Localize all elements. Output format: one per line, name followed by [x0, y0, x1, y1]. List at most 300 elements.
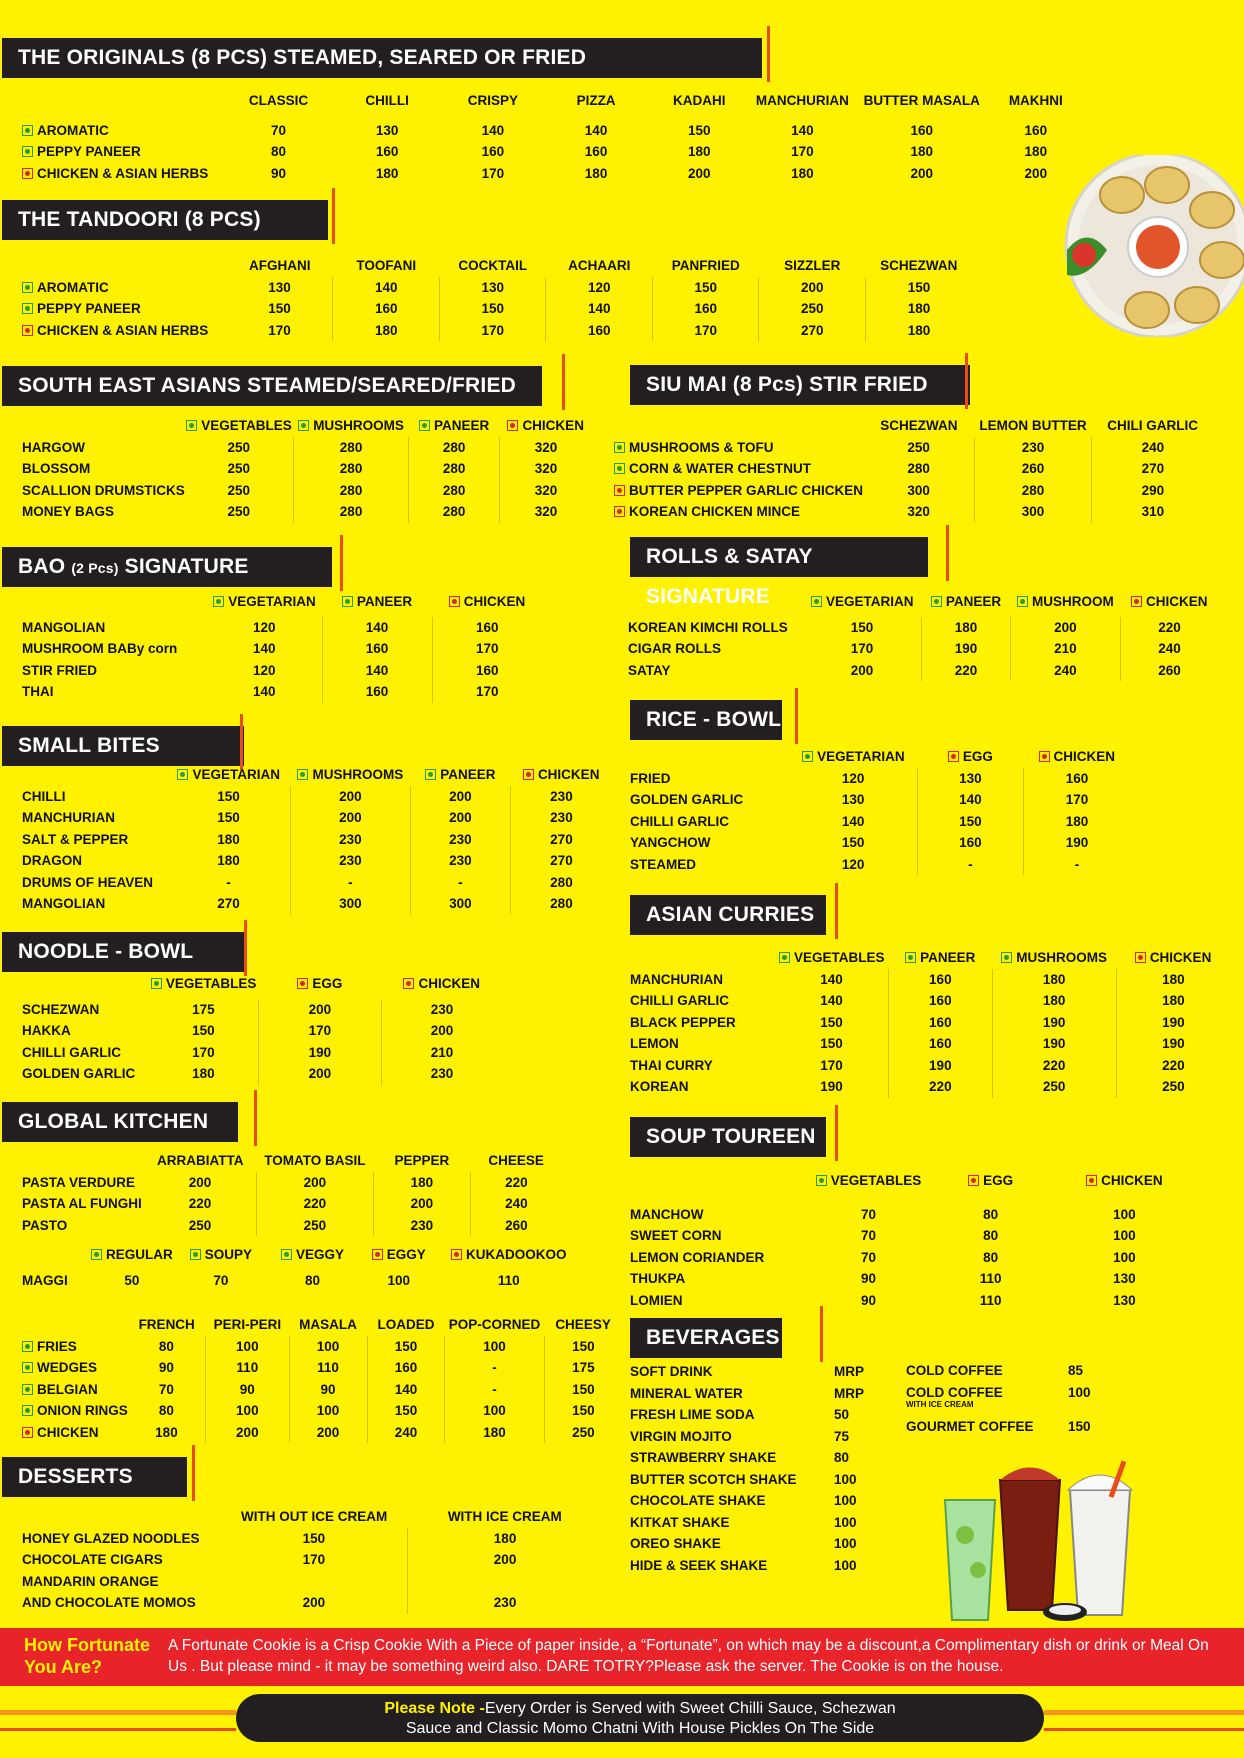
item-price: 160 — [322, 638, 432, 660]
item-price: 230 — [975, 437, 1091, 459]
item-name — [630, 1076, 775, 1098]
item-name — [628, 617, 803, 639]
non-veg-icon — [507, 420, 518, 431]
column-header — [917, 746, 1023, 768]
item-name-label: BELGIAN — [37, 1381, 98, 1397]
item-name-label: DRUMS OF HEAVEN — [22, 874, 154, 890]
veg-icon — [614, 463, 625, 474]
header-spacer — [22, 1244, 85, 1266]
column-header-label: PEPPER — [394, 1153, 450, 1169]
column-header — [441, 90, 544, 112]
item-name — [22, 320, 226, 342]
item-price: 160 — [546, 320, 653, 342]
section-header-south-east — [2, 366, 542, 406]
item-name — [22, 1042, 149, 1064]
column-header-label: KUKADOOKOO — [465, 1247, 567, 1263]
item-price: 220 — [1120, 617, 1218, 639]
item-price: 70 — [860, 1206, 876, 1222]
siu-mai-table — [614, 415, 1214, 523]
section-header-rice-bowl — [630, 700, 782, 740]
item-price: 150 — [544, 1379, 622, 1401]
column-header-label: LOADED — [377, 1317, 435, 1333]
beverage-note: WITH ICE CREAM — [906, 1400, 974, 1409]
item-price: 90 — [271, 165, 287, 181]
item-price: 280 — [293, 437, 408, 459]
item-price: 190 — [258, 1042, 381, 1064]
item-price: 100 — [387, 1272, 411, 1288]
item-price: 130 — [439, 277, 546, 299]
non-veg-icon — [614, 506, 625, 517]
menu-row — [628, 617, 1218, 639]
item-name-label: GOLDEN GARLIC — [630, 792, 744, 808]
item-price: 175 — [192, 1001, 215, 1017]
menu-row — [22, 501, 592, 523]
item-name — [22, 163, 224, 185]
item-price: 190 — [889, 1055, 992, 1077]
item-name — [22, 1528, 221, 1550]
column-header — [990, 90, 1082, 112]
item-price: 170 — [192, 1044, 215, 1060]
item-price: 260 — [1120, 660, 1218, 682]
header-spacer — [630, 1170, 804, 1192]
chopstick-decor — [820, 1306, 823, 1362]
section-title: THE TANDOORI (8 PCS) — [18, 208, 261, 231]
item-name — [22, 1400, 128, 1422]
item-name — [22, 660, 207, 682]
section-header-originals — [2, 38, 762, 78]
bao-table — [22, 591, 542, 703]
item-price: 130 — [268, 279, 291, 295]
item-name-label: MANCHURIAN — [22, 810, 115, 826]
item-price: 160 — [889, 1012, 992, 1034]
section-header-bao — [2, 547, 332, 587]
column-header-label: CHICKEN — [522, 418, 584, 434]
column-header — [790, 746, 918, 768]
item-price: 140 — [820, 971, 843, 987]
non-veg-icon — [403, 978, 414, 989]
table-header-row — [22, 764, 612, 786]
item-price: 150 — [820, 1036, 843, 1052]
item-price: 180 — [584, 165, 608, 181]
column-header — [224, 90, 333, 112]
item-price: 200 — [910, 165, 934, 181]
item-price: 160 — [375, 144, 399, 160]
menu-row — [22, 437, 592, 459]
column-header — [408, 1506, 602, 1528]
item-name — [630, 1012, 775, 1034]
item-name — [22, 1571, 221, 1593]
column-header-label: LEMON BUTTER — [979, 418, 1087, 434]
item-name — [22, 437, 185, 459]
item-price: 150 — [439, 298, 546, 320]
item-name-label: PASTO — [22, 1217, 68, 1233]
non-veg-icon — [22, 168, 33, 179]
column-header-label: AFGHANI — [248, 258, 311, 274]
item-price: 150 — [544, 1400, 622, 1422]
menu-row — [22, 163, 1082, 185]
item-name-label: KOREAN CHICKEN MINCE — [629, 504, 801, 520]
table-header-row — [22, 973, 502, 995]
menu-row — [22, 298, 972, 320]
column-header — [975, 415, 1091, 437]
beverage-item — [630, 1407, 870, 1429]
item-name — [22, 999, 149, 1021]
column-header-label: MAKHNI — [1008, 93, 1063, 109]
item-name-label: LEMON CORIANDER — [630, 1249, 765, 1265]
column-header-label: WITH ICE CREAM — [447, 1509, 562, 1525]
item-name — [630, 1225, 804, 1247]
section-title: SOUTH EAST ASIANS STEAMED/SEARED/FRIED — [18, 374, 517, 397]
column-header — [381, 973, 502, 995]
item-price: 170 — [791, 144, 814, 160]
item-name-label: LEMON — [630, 1036, 679, 1052]
item-price: 280 — [293, 458, 408, 480]
menu-row — [614, 480, 1214, 502]
item-price: 140 — [322, 660, 432, 682]
non-veg-icon — [297, 978, 308, 989]
item-name-label: BUTTER PEPPER GARLIC CHICKEN — [629, 482, 864, 498]
item-price: 260 — [975, 458, 1091, 480]
item-price: 260 — [470, 1215, 562, 1237]
menu-row — [22, 1336, 622, 1358]
non-veg-icon — [1135, 952, 1146, 963]
item-price: 170 — [850, 641, 874, 657]
item-price: 300 — [290, 893, 410, 915]
item-price: 200 — [687, 165, 711, 181]
veg-icon — [1017, 596, 1028, 607]
item-price: - — [917, 854, 1023, 876]
momo-plate-image — [1062, 155, 1244, 337]
non-veg-icon — [22, 325, 33, 336]
veg-icon — [22, 146, 33, 157]
table-header-row — [630, 1170, 1200, 1192]
item-price: 170 — [481, 165, 505, 181]
item-name-label: CHOCOLATE CIGARS — [22, 1552, 163, 1568]
item-price: 140 — [584, 122, 608, 138]
item-name-label: MONEY BAGS — [22, 504, 115, 520]
item-price: 140 — [791, 122, 814, 138]
item-price: 270 — [510, 829, 612, 851]
item-price — [408, 1571, 602, 1593]
column-header-label: ARRABIATTA — [157, 1153, 244, 1169]
beverage-price: MRP — [834, 1385, 864, 1401]
item-price: 250 — [227, 504, 251, 520]
menu-row — [22, 1172, 562, 1194]
non-veg-icon — [614, 485, 625, 496]
column-header-label: CHICKEN — [1145, 594, 1208, 610]
veg-icon — [281, 1249, 292, 1260]
item-name-label: ONION RINGS — [37, 1403, 128, 1419]
column-header-label: MUSHROOM — [1031, 594, 1114, 610]
veg-icon — [22, 303, 33, 314]
item-price: 120 — [252, 619, 276, 635]
item-price: - — [1024, 854, 1130, 876]
column-header — [652, 255, 759, 277]
beverage-name: SOFT DRINK — [630, 1364, 713, 1379]
item-name-label: LOMIEN — [630, 1292, 683, 1308]
item-price: 160 — [889, 969, 992, 991]
column-header-label: VEGETABLES — [201, 418, 292, 434]
beverage-item — [630, 1558, 870, 1580]
item-price: 310 — [1091, 501, 1214, 523]
item-name-label: MANDARIN ORANGE — [22, 1573, 159, 1589]
item-price: 170 — [1024, 789, 1130, 811]
item-name — [22, 872, 167, 894]
item-price: 200 — [258, 1063, 381, 1085]
item-price: 250 — [188, 1217, 212, 1233]
column-header — [367, 1314, 445, 1336]
noodle-bowl-table — [22, 973, 502, 1085]
item-name — [630, 1055, 775, 1077]
item-price: 320 — [499, 480, 592, 502]
section-header-beverages — [630, 1318, 782, 1358]
item-name — [22, 1193, 144, 1215]
menu-row — [614, 437, 1214, 459]
item-price: 270 — [510, 850, 612, 872]
item-price: 220 — [922, 660, 1011, 682]
item-price: 180 — [192, 1066, 215, 1082]
column-header-label: MUSHROOMS — [312, 767, 404, 783]
non-veg-icon — [451, 1249, 462, 1260]
item-price: 320 — [499, 501, 592, 523]
non-veg-icon — [948, 751, 959, 762]
item-price: 190 — [820, 1079, 843, 1095]
column-header — [854, 90, 990, 112]
item-name — [22, 1172, 144, 1194]
veg-icon — [1001, 952, 1012, 963]
item-price: 200 — [302, 1595, 326, 1611]
veg-icon — [22, 125, 33, 136]
item-price: 140 — [252, 641, 276, 657]
item-name-label: HARGOW — [22, 439, 85, 455]
item-price: 180 — [687, 144, 711, 160]
item-name-label: SCHEZWAN — [22, 1001, 100, 1017]
non-veg-icon — [22, 1427, 33, 1438]
item-name — [22, 638, 207, 660]
item-price: 100 — [289, 1336, 367, 1358]
item-name-label: MUSHROOMS & TOFU — [629, 439, 774, 455]
item-name — [22, 807, 167, 829]
item-price: 300 — [975, 501, 1091, 523]
item-price: 80 — [271, 144, 287, 160]
menu-row — [22, 1592, 602, 1614]
menu-row — [630, 1055, 1230, 1077]
veg-icon — [22, 1384, 33, 1395]
decor-stripe — [0, 1728, 236, 1731]
item-price: 180 — [865, 298, 972, 320]
item-price: 200 — [410, 807, 510, 829]
chopstick-decor — [965, 353, 968, 409]
drinks-image — [940, 1460, 1145, 1625]
item-price: 200 — [188, 1174, 212, 1190]
item-price: 160 — [1024, 768, 1130, 790]
item-price: 130 — [841, 792, 865, 808]
item-price: 170 — [820, 1057, 843, 1073]
item-price: 90 — [860, 1292, 876, 1308]
menu-row — [22, 617, 542, 639]
table-header-row — [22, 1314, 622, 1336]
table-header-row — [22, 1506, 602, 1528]
item-price: 100 — [1113, 1228, 1136, 1244]
column-header — [751, 90, 854, 112]
item-price: 120 — [841, 770, 865, 786]
menu-row — [22, 1528, 602, 1550]
south-east-table — [22, 415, 592, 523]
item-price: 150 — [820, 1014, 843, 1030]
column-header-label: MASALA — [299, 1317, 357, 1333]
menu-row — [22, 1549, 602, 1571]
non-veg-icon — [523, 769, 534, 780]
veg-icon — [905, 952, 916, 963]
item-price: 160 — [432, 617, 542, 639]
item-name — [628, 660, 803, 682]
menu-row — [22, 277, 972, 299]
menu-row — [22, 1063, 502, 1085]
item-price: 230 — [290, 829, 410, 851]
item-price: 150 — [217, 788, 240, 804]
column-header — [1010, 591, 1120, 613]
column-header — [445, 1314, 544, 1336]
column-header — [932, 1170, 1048, 1192]
item-price: 140 — [841, 813, 865, 829]
veg-icon — [297, 769, 308, 780]
item-name — [22, 1422, 128, 1444]
section-title: ASIAN CURRIES — [646, 903, 815, 926]
item-name — [22, 1592, 221, 1614]
item-name — [22, 1063, 149, 1085]
item-name — [630, 1247, 804, 1269]
menu-row — [22, 1422, 622, 1444]
veg-icon — [91, 1249, 102, 1260]
item-name — [22, 1215, 144, 1237]
item-price: 300 — [410, 893, 510, 915]
item-name — [630, 1204, 804, 1226]
item-price: 80 — [158, 1403, 174, 1419]
column-header — [863, 415, 975, 437]
column-header — [207, 591, 322, 613]
column-header-label: MUSHROOMS — [313, 418, 404, 434]
item-price: - — [410, 872, 510, 894]
rolls-table — [628, 591, 1218, 681]
item-price: 170 — [432, 681, 542, 703]
beverage-item — [630, 1472, 870, 1494]
veg-icon — [802, 751, 813, 762]
header-spacer — [628, 591, 803, 613]
item-price: 240 — [470, 1193, 562, 1215]
beverage-name: BUTTER SCOTCH SHAKE — [630, 1471, 797, 1487]
column-header-label: CHICKEN — [537, 767, 600, 783]
item-name — [22, 501, 185, 523]
item-price: 200 — [258, 999, 381, 1021]
beverage-price: 100 — [1068, 1385, 1091, 1400]
column-header-label: VEGGY — [295, 1247, 344, 1263]
column-header — [922, 591, 1011, 613]
column-header — [546, 255, 653, 277]
item-price: - — [226, 874, 231, 890]
item-price: 150 — [544, 1336, 622, 1358]
menu-row — [22, 829, 612, 851]
veg-icon — [22, 282, 33, 293]
note-label: Please Note - — [384, 1700, 485, 1717]
item-name-label: BLACK PEPPER — [630, 1014, 736, 1030]
item-price: 110 — [497, 1272, 520, 1288]
veg-icon — [213, 596, 224, 607]
item-price: 170 — [258, 1020, 381, 1042]
menu-row — [630, 768, 1130, 790]
column-header-label: PANEER — [356, 594, 413, 610]
chopstick-decor — [240, 714, 243, 770]
item-price: 100 — [1113, 1206, 1136, 1222]
beverage-name: CHOCOLATE SHAKE — [630, 1493, 766, 1508]
item-name-label: AROMATIC — [37, 279, 109, 295]
item-price: 130 — [1113, 1271, 1136, 1287]
item-name-label: STEAMED — [630, 856, 697, 872]
beverage-item — [630, 1515, 870, 1537]
item-name-label: CHICKEN & ASIAN HERBS — [37, 322, 209, 338]
section-title: DESSERTS — [18, 1465, 133, 1488]
item-name — [630, 990, 775, 1012]
veg-icon — [186, 420, 197, 431]
menu-row — [22, 638, 542, 660]
column-header — [439, 255, 546, 277]
non-veg-icon — [372, 1249, 383, 1260]
item-price: 160 — [333, 298, 440, 320]
column-header — [759, 255, 866, 277]
beverage-name: COLD COFFEE — [906, 1385, 1003, 1400]
item-price: 160 — [367, 1357, 445, 1379]
item-name-label: STIR FRIED — [22, 662, 98, 678]
item-price: 250 — [227, 439, 251, 455]
section-header-global-kitchen — [2, 1102, 238, 1142]
item-price: 180 — [217, 831, 240, 847]
item-name — [22, 850, 167, 872]
table-header-row — [630, 746, 1130, 768]
chopstick-decor — [835, 1105, 838, 1161]
item-price: 100 — [206, 1400, 289, 1422]
item-price: 90 — [860, 1271, 876, 1287]
column-header-label: CHEESE — [488, 1153, 544, 1169]
item-name — [22, 1270, 85, 1292]
item-price: 200 — [373, 1193, 470, 1215]
rice-bowl-table — [630, 746, 1130, 875]
item-price: 150 — [302, 1530, 326, 1546]
item-price: 280 — [409, 501, 500, 523]
beverage-item — [630, 1386, 870, 1408]
item-name-label: SATAY — [628, 662, 671, 678]
section-title: RICE - BOWL — [646, 708, 782, 731]
header-spacer — [630, 947, 775, 969]
section-title-pcs: (2 Pcs) — [71, 560, 119, 576]
chopstick-decor — [946, 525, 949, 581]
item-price: 160 — [432, 660, 542, 682]
item-price: 280 — [907, 461, 930, 477]
tandoori-table — [22, 255, 972, 341]
column-header-label: CLASSIC — [248, 93, 309, 109]
column-header — [865, 255, 972, 277]
item-name-label: MANGOLIAN — [22, 619, 106, 635]
item-price: 280 — [293, 480, 408, 502]
coffee-list — [906, 1363, 1106, 1441]
chopstick-decor — [254, 1090, 257, 1146]
column-header — [1091, 415, 1214, 437]
item-price: 200 — [290, 807, 410, 829]
column-header — [373, 1150, 470, 1172]
item-name-label: PASTA AL FUNGHI — [22, 1196, 142, 1212]
column-header — [144, 1150, 256, 1172]
item-name-label: CHICKEN & ASIAN HERBS — [37, 165, 209, 181]
item-price: 200 — [759, 277, 866, 299]
header-spacer — [22, 255, 226, 277]
